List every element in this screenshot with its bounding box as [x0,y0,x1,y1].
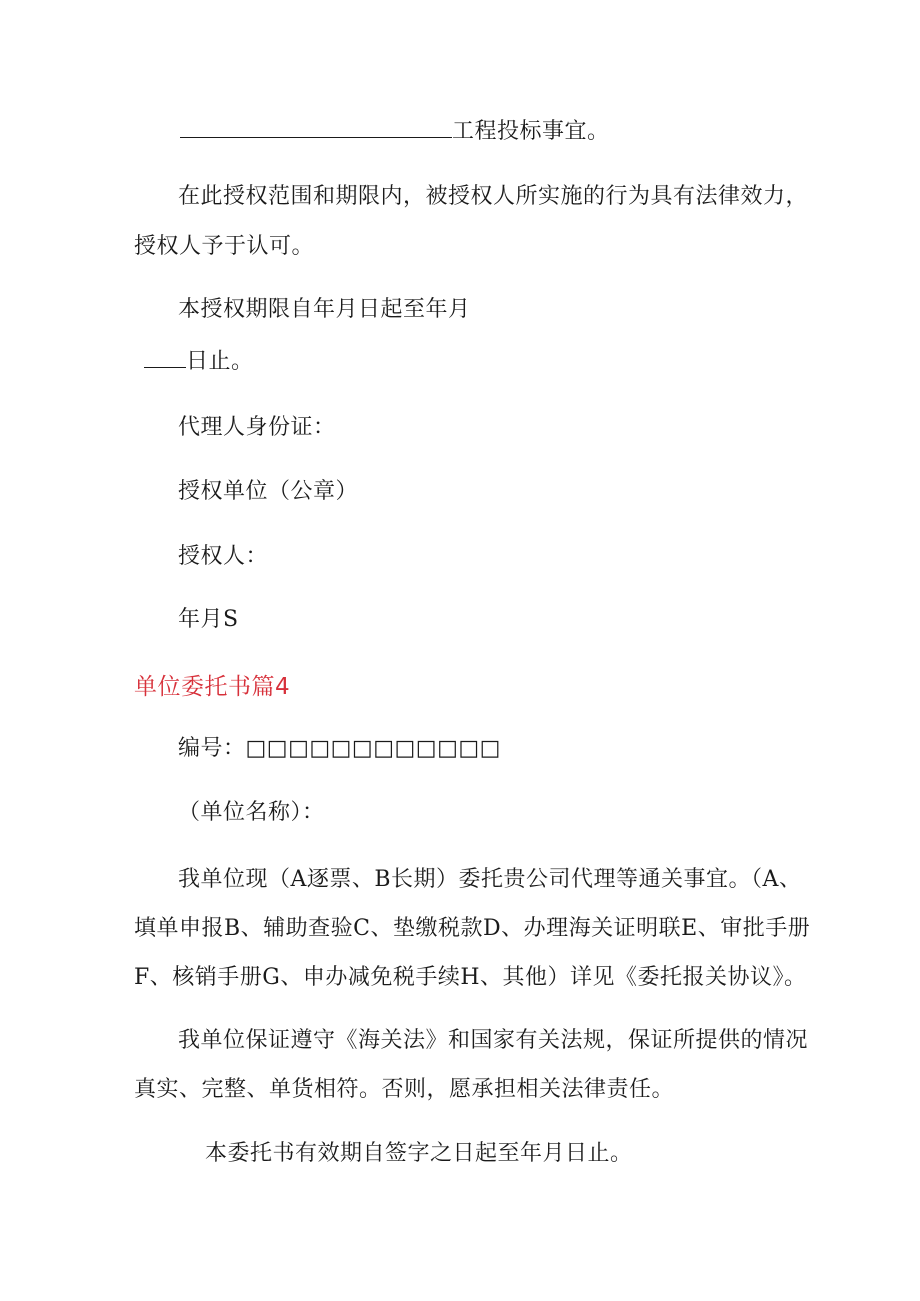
agent-id-line: 代理人身份证： [178,415,336,440]
entrust-paragraph-line-2: 填单申报B、辅助查验C、垫缴税款D、办理海关证明联E、审批手册 [134,916,811,941]
authorizer-line: 授权人： [178,544,269,569]
blank-underline [180,115,452,138]
date-line: 年月S [178,607,239,632]
guarantee-paragraph-line-2: 真实、完整、单货相符。否则，愿承担相关法律责任。 [134,1077,675,1102]
scope-paragraph-line-1: 在此授权范围和期限内，被授权人所实施的行为具有法律效力， [178,184,809,209]
authorizing-unit-line: 授权单位（公章） [178,479,359,504]
entrust-paragraph-line-3: F、核销手册G、申办减免税手续H、其他）详见《委托报关协议》。 [134,965,807,990]
guarantee-paragraph-line-1: 我单位保证遵守《海关法》和国家有关法规，保证所提供的情况 [178,1028,809,1053]
scope-paragraph-line-2: 授权人予于认可。 [134,234,315,259]
blank-underline [144,345,186,368]
entrust-paragraph-line-1: 我单位现（A逐票、B长期）委托贵公司代理等通关事宜。（A、 [178,867,802,892]
number-line: 编号：□□□□□□□□□□□□ [178,736,501,761]
period-line-2: 日止。 [144,345,254,377]
section-heading: 单位委托书篇4 [134,674,291,700]
validity-line: 本委托书有效期自签字之日起至年月日止。 [205,1141,633,1166]
period-line-1: 本授权期限自年月日起至年月 [178,297,471,322]
unit-name-line: （单位名称）： [178,800,325,825]
project-bid-line: 工程投标事宜。 [180,115,610,147]
